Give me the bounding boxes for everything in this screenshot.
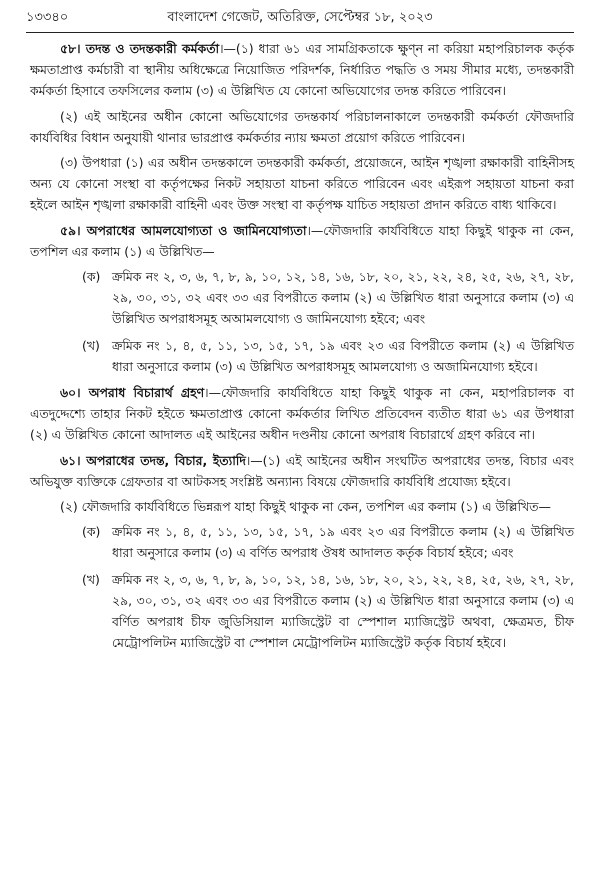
section-61-paragraph-1 <box>30 450 574 492</box>
section-61-text-1: ।—(১) এই আইনের অধীন সংঘটিত অপরাধের তদন্ত, বিচার এবং অভিযুক্ত ব্যক্তিকে গ্রেফতার বা আটকসহ সংশ্লিষ্ট অন্যান্য বিষয়ে ফৌজদারি কার্যবিধি প্রযোজ্য হইবে। <box>30 452 574 489</box>
clause-label: (ক) <box>82 524 101 540</box>
section-59-clause-kha <box>30 335 574 377</box>
section-58-title: ৫৮। তদন্ত ও তদন্তকারী কর্মকর্তা <box>60 41 220 56</box>
section-60-title: ৬০। অপরাধ বিচারার্থ গ্রহণ <box>60 385 205 401</box>
clause-text: ক্রমিক নং ২, ৩, ৬, ৭, ৮, ৯, ১০, ১২, ১৪, ১৬, ১৮, ২০, ২১, ২২, ২৪, ২৫, ২৬, ২৭, ২৮, ২৯, ৩০, ৩১, ৩২ এবং ৩৩ এর বিপরীতে কলাম (২) এ উল্লিখিত ধারা অনুসারে কলাম (৩) এ বর্ণিত অপরাধ চীফ জুডিসিয়াল ম্যাজিস্ট্রেট বা স্পেশাল ম্যাজিস্ট্রেট অথবা, ক্ষেত্রমত, চীফ মেট্রোপলিটন ম্যাজিস্ট্রেট বা স্পেশাল মেট্রোপলিটন ম্যাজিস্ট্রেট কর্তৃক বিচার্য হইবে। <box>112 571 574 651</box>
page-number: ১৩৩৪০ <box>26 10 69 25</box>
section-58-paragraph-3: (৩) উপধারা (১) এর অধীন তদন্তকালে তদন্তকারী কর্মকর্তা, প্রয়োজনে, আইন শৃঙ্খলা রক্ষাকারী বাহিনীসহ অন্য যে কোনো সংস্থা বা কর্তৃপক্ষের নিকট সহায়তা যাচনা করিতে পারিবেন এবং এইরূপ সহায়তা যাচনা করা হইলে আইন শৃঙ্খলা রক্ষাকারী বাহিনী এবং উক্ত সংস্থা বা কর্তৃপক্ষ যাচিত সহায়তা প্রদান করিতে বাধ্য থাকিবে। <box>30 155 574 213</box>
clause-text: ক্রমিক নং ১, ৪, ৫, ১১, ১৩, ১৫, ১৭, ১৯ এবং ২৩ এর বিপরীতে কলাম (২) এ উল্লিখিত ধারা অনুসারে কলাম (৩) এ বর্ণিত অপরাধ ঔষধ আদালত কর্তৃক বিচার্য হইবে; এবং <box>112 524 574 561</box>
section-60-text-1: ।—ফৌজদারি কার্যবিধিতে যাহা কিছুই থাকুক না কেন, মহাপরিচালক বা এতদুদ্দেশ্যে তাহার নিকট হইতে ক্ষমতাপ্রাপ্ত কোনো কর্মকর্তার লিখিত প্রতিবেদন ব্যতীত ধারা ৬১ এর উপধারা (২) এ উল্লিখিত কোনো আদালত এই আইনের অধীন দণ্ডনীয় কোনো অপরাধ বিচারার্থে গ্রহণ করিবে না। <box>30 385 574 443</box>
section-61-clause-kha <box>30 569 574 654</box>
section-61-clause-ka <box>30 521 574 563</box>
document-body <box>30 38 574 658</box>
section-58-text-1: ।—(১) ধারা ৬১ এর সামগ্রিকতাকে ক্ষুণ্ন না করিয়া মহাপরিচালক কর্তৃক ক্ষমতাপ্রাপ্ত কর্মচারী বা স্থানীয় অধিক্ষেত্রে নিয়োজিত পরিদর্শক, নির্ধারিত পদ্ধতি ও সময় সীমার মধ্যে, তদন্তকারী কর্মকর্তা হিসাবে তফসিলের কলাম (৩) এ উল্লিখিত যে কোনো অভিযোগের তদন্ত করিতে পারিবেন। <box>30 41 575 99</box>
section-59-clause-ka <box>30 266 574 330</box>
clause-label: (খ) <box>82 337 100 353</box>
clause-text: ক্রমিক নং ২, ৩, ৬, ৭, ৮, ৯, ১০, ১২, ১৪, ১৬, ১৮, ২০, ২১, ২২, ২৪, ২৫, ২৬, ২৭, ২৮, ২৯, ৩০, ৩১, ৩২ এবং ৩৩ এর বিপরীতে কলাম (২) এ উল্লিখিত ধারা অনুসারে কলাম (৩) এ উল্লিখিত অপরাধসমূহ অআমলযোগ্য ও জামিনযোগ্য হইবে; এবং <box>112 269 574 327</box>
gazette-header-title: বাংলাদেশ গেজেট, অতিরিক্ত, সেপ্টেম্বর ১৮, ২০২৩ <box>167 10 433 25</box>
section-58-paragraph-1 <box>30 38 574 102</box>
section-59-title: ৫৯। অপরাধের আমলযোগ্যতা ও জামিনযোগ্যতা <box>60 222 307 238</box>
page-header <box>26 6 574 33</box>
clause-label: (ক) <box>82 269 101 285</box>
section-60-paragraph-1 <box>30 382 574 446</box>
section-58-paragraph-2: (২) এই আইনের অধীন কোনো অভিযোগের তদন্তকার্য পরিচালনাকালে তদন্তকারী কর্মকর্তা ফৌজদারি কার্যবিধির বিধান অনুযায়ী থানার ভারপ্রাপ্ত কর্মকর্তার ন্যায় ক্ষমতা প্রয়োগ করিতে পারিবেন। <box>30 108 574 145</box>
section-61-paragraph-2: (২) ফৌজদারি কার্যবিধিতে ভিন্নরূপ যাহা কিছুই থাকুক না কেন, তপশিল এর কলাম (১) এ উল্লিখিত— <box>60 499 551 515</box>
clause-text: ক্রমিক নং ১, ৪, ৫, ১১, ১৩, ১৫, ১৭, ১৯ এবং ২৩ এর বিপরীতে কলাম (২) এ উল্লিখিত ধারা অনুসারে কলাম (৩) এ উল্লিখিত অপরাধসমূহ আমলযোগ্য ও অজামিনযোগ্য হইবে। <box>112 337 574 374</box>
section-59-text-1: ।—ফৌজদারি কার্যবিধিতে যাহা কিছুই থাকুক না কেন, তপশিল এর কলাম (১) এ উল্লিখিত— <box>30 222 574 259</box>
section-61-title: ৬১। অপরাধের তদন্ত, বিচার, ইত্যাদি <box>60 452 246 468</box>
section-59-paragraph-1 <box>30 220 574 262</box>
clause-label: (খ) <box>82 571 100 587</box>
